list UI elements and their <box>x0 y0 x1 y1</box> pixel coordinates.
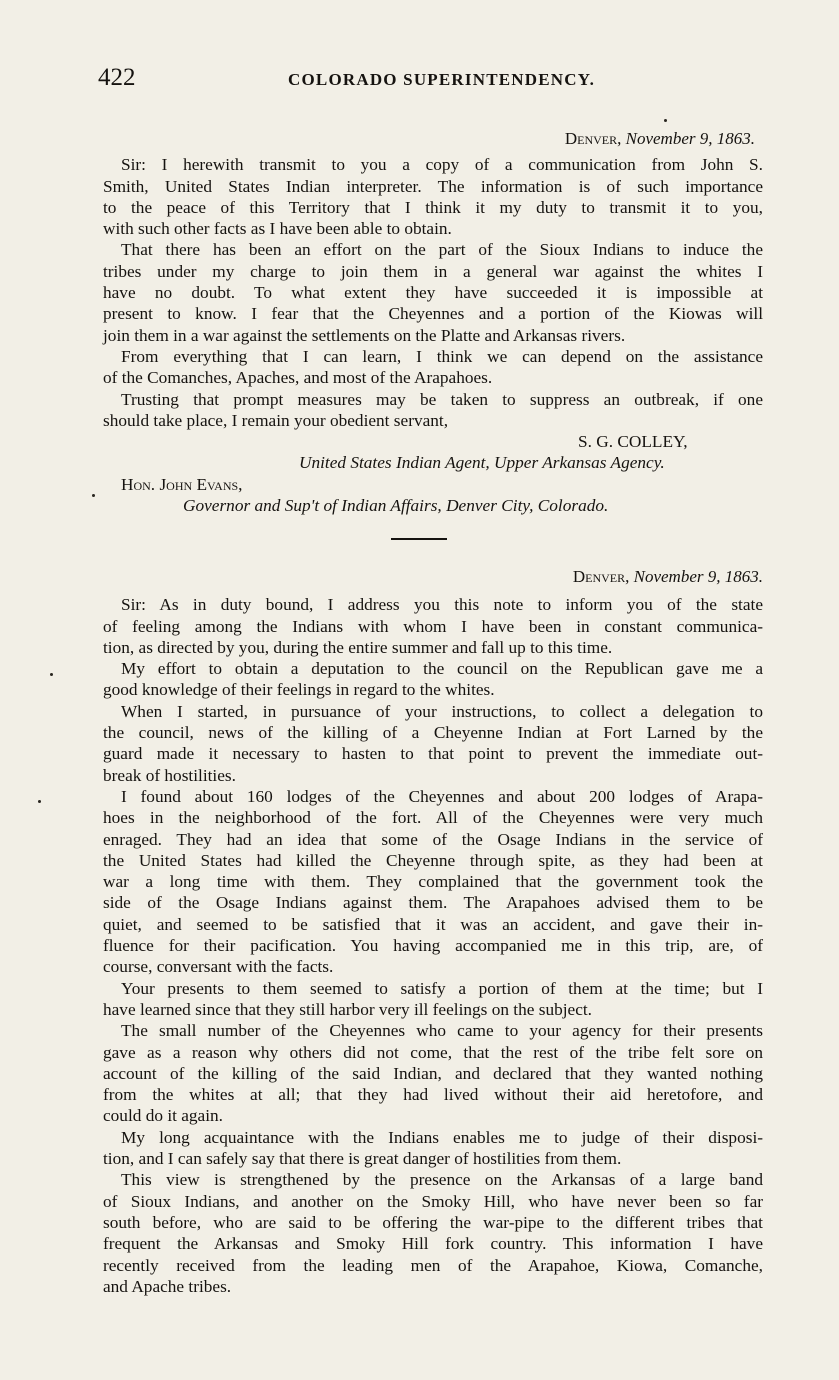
text-line: I found about 160 lodges of the Cheyennes and about 200 lodges of Arapa- <box>121 786 763 806</box>
text-line: south before, who are said to be offering the war-pipe to the different tribes that <box>103 1212 763 1232</box>
text-line: recently received from the leading men of the Arapahoe, Kiowa, Comanche, <box>103 1255 763 1275</box>
print-speck <box>38 800 41 803</box>
text-line: gave as a reason why others did not come, that the rest of the tribe felt sore on <box>103 1042 763 1062</box>
print-speck <box>664 119 667 122</box>
text-line: tribes under my charge to join them in a general war against the whites I <box>103 261 763 281</box>
letter1-signature-line <box>103 431 763 452</box>
paragraph <box>103 389 763 432</box>
letter1-dateline-date: November 9, 1863. <box>625 129 755 148</box>
text-line: the United States had killed the Cheyenne through spite, as they had been at <box>103 850 763 870</box>
text-line: quiet, and seemed to be satisfied that it was an accident, and gave their in- <box>103 914 763 934</box>
text-line: have no doubt. To what extent they have succeeded it is impossible at <box>103 283 763 303</box>
paragraph <box>103 1127 763 1170</box>
print-speck <box>92 494 95 497</box>
letter2-dateline-date: November 9, 1863. <box>633 567 763 586</box>
letter-smith <box>103 566 763 1297</box>
text-line: have learned since that they still harbor very ill feelings on the subject. <box>103 999 592 1019</box>
page-number: 422 <box>98 64 136 91</box>
text-line: of Sioux Indians, and another on the Smoky Hill, who have never been so far <box>103 1191 763 1211</box>
text-line: tion, and I can safely say that there is great danger of hostilities from them. <box>103 1149 622 1169</box>
text-line: good knowledge of their feelings in regard to the whites. <box>103 680 495 700</box>
text-line: should take place, I remain your obedient servant, <box>103 410 449 430</box>
letter2-dateline-place: Denver, <box>572 567 630 586</box>
text-line: That there has been an effort on the part of the Sioux Indians to induce the <box>121 240 763 260</box>
text-line: Sir: As in duty bound, I address you this note to inform you of the state <box>121 595 763 615</box>
text-line: Sir: I herewith transmit to you a copy of a communication from John S. <box>121 155 763 175</box>
text-line: tion, as directed by you, during the entire summer and fall up to this time. <box>103 637 613 657</box>
paragraph <box>103 658 763 701</box>
text-line: the council, news of the killing of a Cheyenne Indian at Fort Larned by the <box>103 723 763 743</box>
text-line: The small number of the Cheyennes who came to your agency for their presents <box>121 1021 763 1041</box>
running-head: COLORADO SUPERINTENDENCY. <box>288 70 596 89</box>
paragraph <box>103 1020 763 1126</box>
text-line: hoes in the neighborhood of the fort. All of the Cheyennes were very much <box>103 808 763 828</box>
letter1-signature-title: United States Indian Agent, Upper Arkansas Agency. <box>299 453 665 473</box>
letter2-body <box>103 594 763 1297</box>
paragraph <box>103 1169 763 1297</box>
letter1-addressee: Hon. John Evans, <box>121 474 243 494</box>
text-line: Trusting that prompt measures may be taken to suppress an outbreak, if one <box>121 389 763 409</box>
letter2-dateline <box>103 566 763 587</box>
section-divider <box>391 538 447 540</box>
text-line: From everything that I can learn, I think we can depend on the assistance <box>121 346 763 366</box>
letter1-dateline-place: Denver, <box>564 129 622 148</box>
letter1-addressee-line <box>103 474 763 495</box>
text-line: course, conversant with the facts. <box>103 957 334 977</box>
paragraph <box>103 239 763 345</box>
paragraph <box>103 594 763 658</box>
text-line: My long acquaintance with the Indians enables me to judge of their disposi- <box>121 1127 763 1147</box>
paragraph <box>103 701 763 786</box>
print-speck <box>50 673 53 676</box>
text-line: of the Comanches, Apaches, and most of the Arapahoes. <box>103 368 493 388</box>
text-line: to the peace of this Territory that I think it my duty to transmit it to you, <box>103 197 763 217</box>
text-line: and Apache tribes. <box>103 1276 232 1296</box>
text-line: from the whites at all; that they had lived without their aid heretofore, and <box>103 1085 763 1105</box>
text-line: join them in a war against the settlements on the Platte and Arkansas rivers. <box>103 325 626 345</box>
text-line: of feeling among the Indians with whom I have been in constant communica- <box>103 616 763 636</box>
text-line: Your presents to them seemed to satisfy a portion of them at the time; but I <box>121 978 763 998</box>
letter1-dateline <box>103 128 763 149</box>
letter1-signature: S. G. COLLEY, <box>578 432 688 452</box>
paragraph <box>103 978 763 1021</box>
letter-colley <box>103 128 763 516</box>
text-line: Smith, United States Indian interpreter. The information is of such importance <box>103 176 763 196</box>
paragraph <box>103 786 763 978</box>
text-line: with such other facts as I have been able to obtain. <box>103 219 452 239</box>
text-line: This view is strengthened by the presence on the Arkansas of a large band <box>121 1170 763 1190</box>
paragraph <box>103 346 763 389</box>
text-line: break of hostilities. <box>103 765 236 785</box>
text-line: fluence for their pacification. You having accompanied me in this trip, are, of <box>103 936 763 956</box>
text-line: guard made it necessary to hasten to that point to prevent the immediate out- <box>103 744 763 764</box>
text-line: When I started, in pursuance of your instructions, to collect a delegation to <box>121 701 763 721</box>
text-line: My effort to obtain a deputation to the council on the Republican gave me a <box>121 659 763 679</box>
text-line: frequent the Arkansas and Smoky Hill fork country. This information I have <box>103 1234 763 1254</box>
text-line: enraged. They had an idea that some of the Osage Indians in the service of <box>103 829 763 849</box>
text-line: side of the Osage Indians against them. The Arapahoes advised them to be <box>103 893 763 913</box>
text-line: present to know. I fear that the Cheyennes and a portion of the Kiowas will <box>103 304 763 324</box>
text-line: war a long time with them. They complained that the government took the <box>103 872 763 892</box>
text-line: could do it again. <box>103 1106 223 1126</box>
letter1-body <box>103 154 763 431</box>
letter1-addressee-title: Governor and Sup't of Indian Affairs, Denver City, Colorado. <box>183 496 609 516</box>
page-header <box>98 64 772 98</box>
paragraph <box>103 154 763 239</box>
text-line: account of the killing of the said Indian, and declared that they wanted nothing <box>103 1063 763 1083</box>
